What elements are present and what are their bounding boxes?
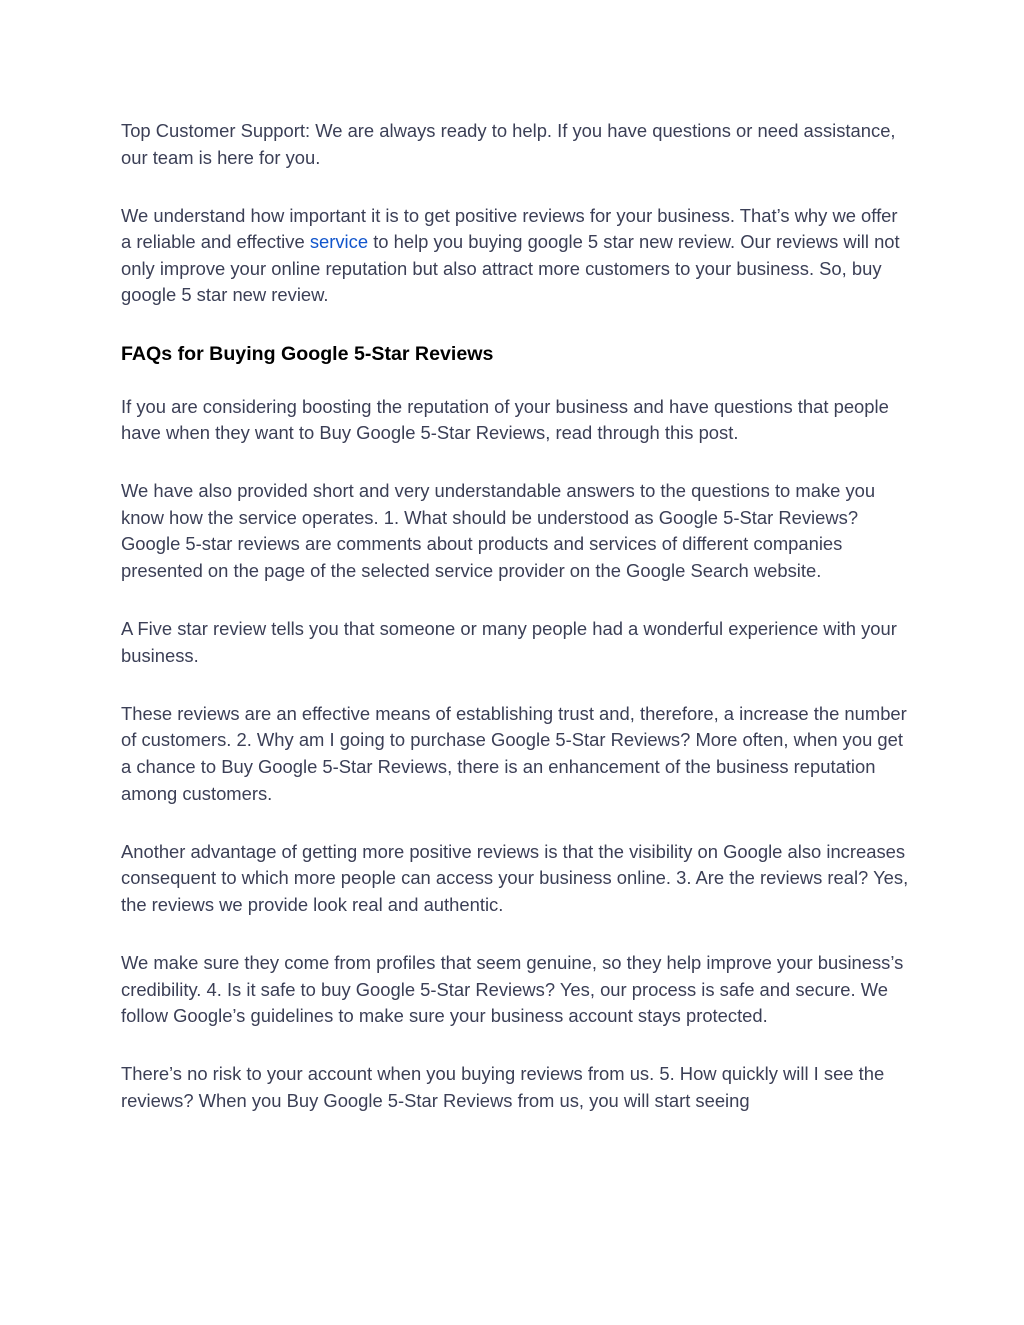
paragraph-five-star-meaning: A Five star review tells you that someone or many people had a wonderful experience with your business.	[121, 618, 897, 666]
paragraph-service-intro-before: We understand how important it is to get positive reviews for your business. That’s why we offer a reliable and effective	[121, 204, 898, 253]
paragraph-faq-1: We have also provided short and very understandable answers to the questions to make you know how the service operates. 1. What should be understood as Google 5-Star Reviews? Google 5-star reviews are comments about products and services of different companies presented on the page of the selected service provider on the Google Search website.	[121, 480, 876, 582]
faq-heading: FAQs for Buying Google 5-Star Reviews	[121, 342, 494, 365]
paragraph-faq-5: There’s no risk to your account when you buying reviews from us. 5. How quickly will I see the reviews? When you Buy Google 5-Star Reviews from us, you will start seeing	[121, 1063, 885, 1111]
document-page	[121, 118, 911, 1146]
paragraph-service-intro	[121, 203, 911, 309]
paragraph-customer-support: Top Customer Support: We are always ready to help. If you have questions or need assistance, our team is here for you.	[121, 120, 896, 168]
paragraph-faq-2: These reviews are an effective means of establishing trust and, therefore, a increase the number of customers. 2. Why am I going to purchase Google 5-Star Reviews? More often, when you get a chance to Buy Google 5-Star Reviews, there is an enhancement of the business reputation among customers.	[121, 702, 907, 804]
service-link[interactable]: service	[309, 231, 369, 253]
paragraph-faq-4: We make sure they come from profiles that seem genuine, so they help improve your business’s credibility. 4. Is it safe to buy Google 5-Star Reviews? Yes, our process is safe and secure. We follow Google’s guidelines to make sure your business account stays protected.	[121, 951, 904, 1027]
paragraph-service-intro-after: to help you buying google 5 star new review. Our reviews will not only improve your online reputation but also attract more customers to your business. So, buy google 5 star new review.	[121, 231, 900, 306]
paragraph-faq-3: Another advantage of getting more positive reviews is that the visibility on Google also increases consequent to which more people can access your business online. 3. Are the reviews real? Yes, the reviews we provide look real and authentic.	[121, 840, 909, 915]
paragraph-faq-intro: If you are considering boosting the reputation of your business and have questions that people have when they want to Buy Google 5-Star Reviews, read through this post.	[121, 395, 889, 444]
